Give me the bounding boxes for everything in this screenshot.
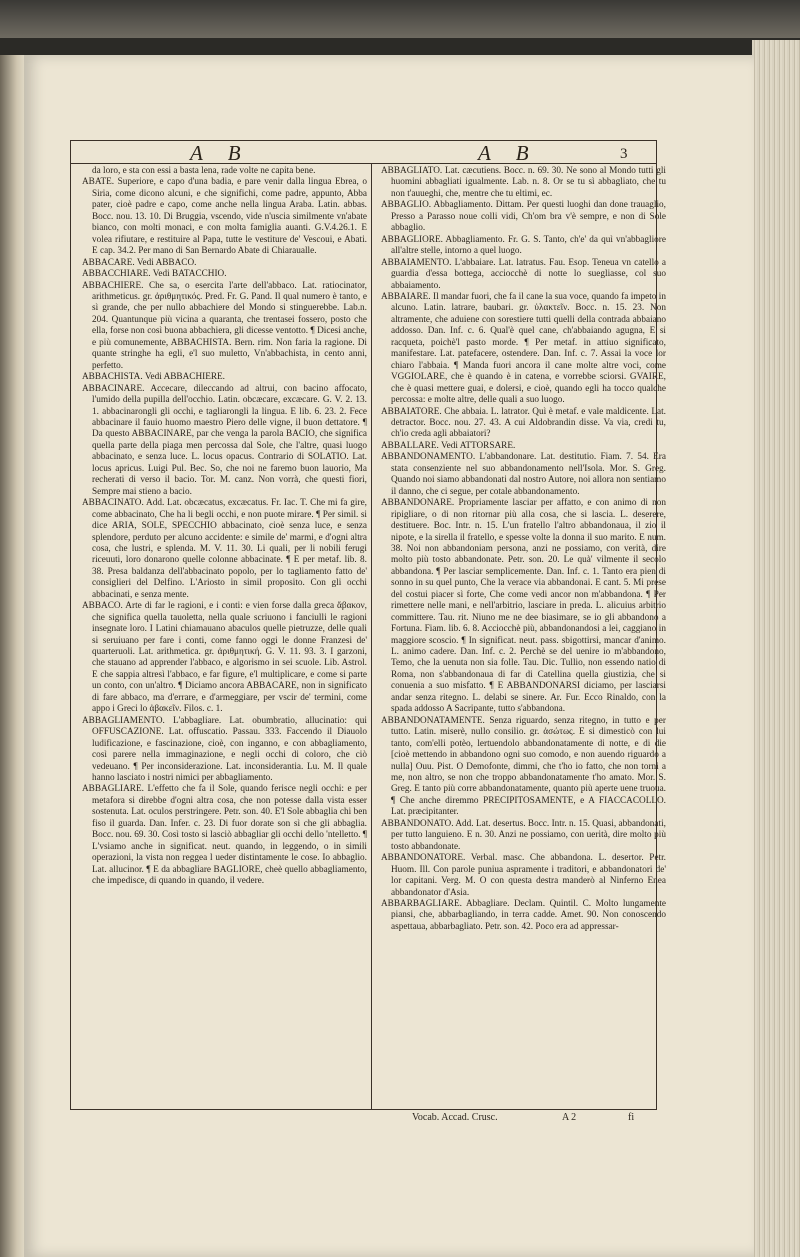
column-rule: [371, 163, 372, 1110]
book-top-edge: [0, 0, 800, 38]
entry-paragraph: ABBANDONARE. Propriamente lasciar per affatto, e con animo di non ripigliare, o di non ritornar più alla cosa, che si lascia. L. deserere, destituere. Boc. Intr. n. 15. L'un fratello l'altro abbandonaua, il zio il nipote, e la sirella il fratello, e spesse volte la donna il suo marito. E num. 38. Noi non abbandoniam persona, anzi ne possiamo, con verità, dire molto più tosto abbandonate. Petr. son. 20. Le quà' vilmente il secolo abbandona. ¶ Per lasciar semplicemente. Dan. Inf. c. 1. Tanto era pien di sonno in su quel punto, Che la verace via abbandonai. E cant. 5. Mi prese del costui piacer sì forte, Che come vedi ancor non m'abbandona. ¶ Per rimettere nelle mani, e nell'arbitrio, lasciare in preda. L. alicuius arbitrio committere. Tau. rit. Niuno me ne dee biasimare, se io gli abbandono a Fortuna. Fiam. lib. 6. 8. Acciocchè più, abbandonandosi a lei, caggiano in maggiore scoscio. ¶ In significat. neut. pass. sbigottirsi, mancar d'animo. L. animo cadere. Dan. Inf. c. 2. Perchè se del uenire io m'abbandono, Temo, che la uenuta non sia folle. Tau. Dic. Tullio, non essendo natio di Roma, non s'abbandonaua di far di Catellina quella giustizia, che si conuenia a suo misfatto. ¶ E ABBANDONARSI diciamo, per lasciarsi andar senza ritegno. L. delabi se sinere. Ar. Fur. Ecco Rinaldo, con la spada addosso A Sacripante, tutto s'abbandona.: [381, 498, 666, 715]
entry-paragraph: ABBANDONATORE. Verbal. masc. Che abbandona. L. desertor. Petr. Huom. Ill. Con parole puniua aspramente i traditori, e abbandonatori de' lor capitani. Verg. M. O con questa destra manderò al Ninferno Enea abbandonator d'Asia.: [381, 853, 666, 898]
entry-paragraph: ABBACARE. Vedi ABBACO.: [82, 257, 197, 268]
entry-paragraph: ABBACCHIARE. Vedi BATACCHIO.: [82, 269, 227, 280]
footer-catchword: fi: [628, 1112, 635, 1123]
footer-catchline: Vocab. Accad. Crusc.: [412, 1112, 498, 1123]
page-fore-edge: [752, 40, 800, 1257]
entry-paragraph: ABBANDONAMENTO. L'abbandonare. Lat. destitutio. Fiam. 7. 54. Era stata consenziente nel suo abbandonamento nell'Isola. Mor. S. Greg. Quando noi siamo abbandonati dal nostro Autore, noi allora non sentiamo il danno, che ci segue, per cotale abbandonamento.: [381, 452, 666, 497]
footer-signature: A 2: [562, 1112, 577, 1123]
entry-paragraph: ABBAGLIO. Abbagliamento. Dittam. Per questi luoghi dan done trauaglio, Presso a Parasso noue colli vidi, Ch'om bra v'è sempre, e non di Sole abbaglio.: [381, 200, 666, 234]
entry-paragraph: ABBAIAMENTO. L'abbaiare. Lat. latratus. Fau. Esop. Teneua vn catello a guardia d'essa bottega, acciocchè di notte lo suegliasse, col suo abbaiamento.: [381, 257, 666, 291]
left-column: [82, 166, 367, 888]
entry-paragraph: ABBAGLIORE. Abbagliamento. Fr. G. S. Tanto, ch'e' da quì vn'abbagliore all'altre stelle, intorno a quel luogo.: [381, 234, 666, 257]
entry-paragraph: ABBAGLIAMENTO. L'abbagliare. Lat. obumbratio, allucinatio: qui OFFUSCAZIONE. Lat. offuscatio. Passau. 333. Faccendo il Diauolo ludificazione, e fascinazione, cioè, con inganno, e con abbagliamento, così parere nella immaginazione, e negli occhi di coloro, che ciò vedeuano. ¶ Per inconsiderazione. Lat. inconsiderantia. Lu. M. Il quale hanno lasciato i nostri nimici per abbagliamento.: [82, 715, 367, 784]
entry-paragraph: da loro, e sta con essi a basta lena, rade volte ne capita bene.: [92, 166, 316, 176]
entry-paragraph: ABBARBAGLIARE. Abbagliare. Declam. Quintil. C. Molto lungamente piansi, che, abbarbagliando, in terra cadde. Amet. 90. Non conoscendo aspettaua, abbarbagliato. Petr. son. 42. Poco era ad appressar-: [381, 899, 666, 932]
entry-paragraph: ABBAIARE. Il mandar fuori, che fa il cane la sua voce, quando fa impeto in alcuno. Latin. latrare, baubari. gr. ὑλακτεῖν. Bocc. n. 15. 23. Non altramente, che aduiene con sorestiere tutti quelli della contrada abbaiano addosso. Dan. Inf. c. 6. Qual'è quel cane, ch'abbaiando agugna, E si racqueta, poichè'l pasto morde. ¶ Per metaf. in attiuo significato, manifestare. Lat. patefacere, ostendere. Dan. Inf. c. 7. Assai la voce lor chiaro l'abbaia. ¶ Manda fuori ancora il cane molte altre voci, come VGGIOLARE, che è quando è in catena, e vorrebbe sciorsi. GVAIRE, che è quasi mettere guai, e dolersi, e cioè, quando egli ha tocco qualche percossa: e molte altre, delle quali a suo luogo.: [381, 291, 666, 406]
entry-paragraph: ABATE. Superiore, e capo d'una badia, e pare venir dalla lingua Ebrea, o Siria, come dicono alcuni, e che significhi, come padre, appunto, Abba pater, cioè padre e capo, come anche nella lingua Araba. Latin. abbas. Bocc. nou. 13. 10. Di Bruggia, vscendo, vide n'uscia similmente vn'abate bianco, con molti monaci, e con molta famiglia auanti. G.V.4.26.1. E volea rifiutare, e restituire al Papa, tutte le vestiture de' Vescoui, e Abati. E cap. 34.2. Per mano di San Bernardo Abate di Chiarauallе.: [82, 177, 367, 257]
header-rule: [70, 163, 657, 164]
entry-paragraph: ABBACHISTA. Vedi ABBACHIERE.: [82, 372, 225, 383]
running-head-left: A B: [190, 141, 251, 165]
entry-paragraph: ABBANDONATO. Add. Lat. desertus. Bocc. Intr. n. 15. Quasi, abbandonati, per tutto languieno. E n. 30. Anzi ne possiamo, con uerità, dire molto più tosto abbandonate.: [381, 818, 666, 852]
entry-paragraph: ABBACO. Arte di far le ragioni, e i conti: e vien forse dalla greca ἄβακον, che significa quella tauoletta, nella quale scriuono i fanciulli le ragioni insegnate loro. I Latini chiamauano abaculos quelle pietruzze, delle quali si seruiuano per fare i conti, come fanno oggi le donne Franzesi de' quarteruoli. Lat. arithmetica. gr. ἀριθμητική. G. V. 11. 93. 3. I garzoni, che stauano ad apprender l'abbaco, e algorismo in sei scuole. Lib. Astrol. E che sappia altresì l'abbaco, e far figure, e'l multiplicare, e come si parte un conto, con un'altro. ¶ Diciamo ancora ABBACARE, non in significato di fare abbaco, ma d'errare, e d'armeggiare, per vscir de' termini, come appo i Greci lo ἀβακεῖν. Filos. c. 1.: [82, 601, 367, 715]
entry-paragraph: ABBAIATORE. Che abbaia. L. latrator. Quì è metaf. e vale maldicente. Lat. detractor. Bocc. nou. 27. 43. A cui Aldobrandin disse. Va via, credi tu, ch'io creda agli abbaiatori?: [381, 406, 666, 440]
page-number: 3: [620, 146, 628, 162]
entry-paragraph: ABBACINARE. Accecare, dileccando ad altrui, con bacino affocato, l'umido della pupilla dell'occhio. Latin. obcæcare, excæcare. G. V. 2. 13. 1. abbacinarongli gli occhi, e tagliarongli la lingua. E lib. 6. 23. 2. Fece abbacinare il fauio huomo maestro Piero delle vigne, il buon dettatore. ¶ Da questo ABBACINARE, par che venga la parola BACIO, che significa quella parte della piaga men percossa dal Sole, che l'altre, quasi luogo abbacinato, e senza luce. L. locus opacus. Contrario di SOLATIO. Lat. locus apricus. Luigi Pul. Bec. So, che noi ne faremo buon lauorio, Ma recherati di verso il bacio. Tor. M. canz. Non vorrà, che questi fiori, Sempre mai stieno a bacio.: [82, 383, 367, 497]
entry-paragraph: ABBACINATO. Add. Lat. obcæcatus, excæcatus. Fr. Iac. T. Che mi fa gire, come abbacinato, Che ha li begli occhi, e non puote mirare. ¶ Per simil. si dice ARIA, SOLE, SPECCHIO abbacinato, cioè senza luce, e senza splendore, perduto per alcuno accidente: e simile de' marmi, e d'ogni altra cosa, che lustri, e splenda. M. V. 11. 30. Li quali, per li nobili ferugi riceuuti, loro donarono quelle colonne abbacinate. ¶ E per metaf. lib. 8. 38. Presa baldanza dell'abbacinato popolo, per lo tagliamento fatto de' consiglieri del Delfino. L'Ariosto in simil proposito. Con gli occhi abbacinati, e senza mente.: [82, 498, 367, 600]
entry-paragraph: ABBANDONATAMENTE. Senza riguardo, senza ritegno, in tutto e per tutto. Latin. miserè, nullo consilio. gr. ἀσώτως. E si dimesticò con lui tanto, com'elli potèo, lertuendolo abbandonatamente di notte, e di die [cioè mettendo in abbandono ogni suo comodo, e non auendo riguardo a nulla] Ouu. Pist. O Demofonte, dimmi, che t'ho io fatto, che non torni a me, non altro, se non che troppo abbandonatamente t'ho amato. Mor. S. Greg. E tanto più corre abbandonatamente, quanto più aperte uene truoua. ¶ Che anche diremmo PRECIPITOSAMENTE, e A FIACCACOLLO. Lat. præcipitanter.: [381, 715, 666, 818]
running-head-right: A B: [478, 141, 539, 165]
entry-paragraph: ABBACHIERE. Che sa, o esercita l'arte dell'abbaco. Lat. ratiocinator, arithmeticus. gr. ἀριθμητικός. Pred. Fr. G. Pand. Il qual numero è tanto, e sì grande, che per nullo abbachiere del Mondo si stinguerebbe. Lab.n. 204. Quantunque più vicina a quaranta, che trentasei fossero, posto che ella, forse non così buona abbachiera, gli dicesse ventotto. ¶ Dicesi anche, e più comunemente, ABBACHISTA. Bern. rim. Non faria la ragione. Di quante stringhe ha egli, e'l suo muletto, Vn'abbachista, in cento anni, perfetto.: [82, 280, 367, 371]
entry-paragraph: ABBAGLIATO. Lat. cæcutiens. Bocc. n. 69. 30. Ne sono al Mondo tutti gli huomini abbagliati igualmente. Lab. n. 8. Or se tu sì abbagliato, che tu non t'auueghi, che, mentre che tu eltimi, ec.: [381, 166, 666, 199]
entry-paragraph: ABBALLARE. Vedi ATTORSARE.: [381, 440, 516, 451]
entry-paragraph: ABBAGLIARE. L'effetto che fa il Sole, quando ferisce negli occhi: e per metafora si direbbe d'ogni altra cosa, che non potesse dalla vista esser sostenuta. Lat. oculos perstringere. Petr. son. 40. E'l Sole abbaglia chi ben fiso il guarda. Dan. Infer. c. 23. Di fuor dorate son sì che gli abbaglia. Bocc. nou. 69. 30. Così tosto si lasciò abbagliar gli occhi dello 'ntelletto. ¶ L'vsiamo anche in significat. neut. quando, in leggendo, o in simili operazioni, la vista non reggea l ueder distintamente le cose. Io abbaglio. Lat. allucinor. ¶ E da abbagliare BAGLIORE, cheè quello abbagliamento, che impedisce, di quando in quando, il vedere.: [82, 784, 367, 887]
right-column: [381, 166, 666, 933]
